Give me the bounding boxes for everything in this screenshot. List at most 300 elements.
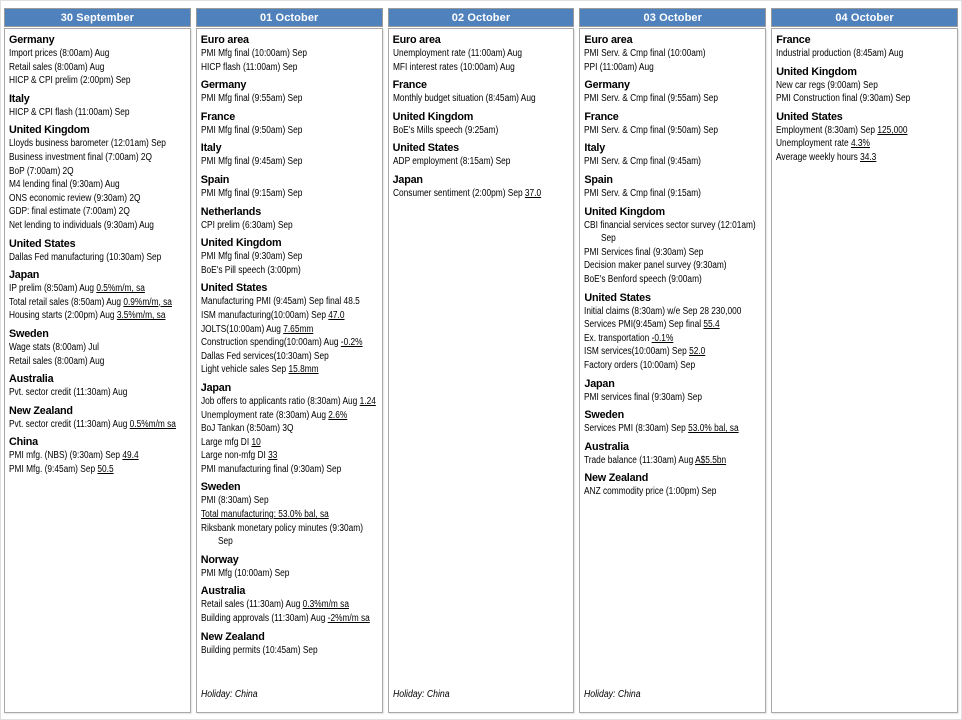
event-item <box>584 187 761 201</box>
country-heading: Australia <box>200 585 246 598</box>
event-text: Large mfg DI <box>200 436 252 448</box>
event-item <box>9 205 186 219</box>
section-list <box>9 32 186 476</box>
event-value: 3.5%m/m, sa <box>116 310 166 322</box>
country-heading: Germany <box>200 79 247 92</box>
event-text: PMI Serv. & Cmp final (9:45am) <box>584 156 702 168</box>
country-section <box>776 33 953 61</box>
event-item <box>201 219 378 233</box>
country-heading: New Zealand <box>584 472 649 485</box>
country-section <box>584 408 761 436</box>
event-text: Sep <box>601 233 617 245</box>
event-item <box>201 567 378 581</box>
event-item <box>201 309 378 323</box>
country-heading: United Kingdom <box>200 237 282 250</box>
event-item <box>201 47 378 61</box>
event-value: 4.3% <box>851 138 871 150</box>
country-heading: United Kingdom <box>584 205 665 218</box>
event-value: 52.0 <box>689 346 706 358</box>
event-item <box>584 246 761 260</box>
event-text: BoP (7:00am) 2Q <box>9 165 74 177</box>
country-section <box>201 33 378 74</box>
event-text: PMI Mfg final (9:55am) Sep <box>200 93 303 105</box>
event-value: 1.24 <box>359 395 376 407</box>
event-item <box>9 418 186 432</box>
event-item <box>9 165 186 179</box>
event-value: 125,000 <box>877 124 908 136</box>
event-text: PMI Serv. & Cmp final (10:00am) <box>584 48 706 59</box>
event-value: 33 <box>267 450 278 462</box>
event-item <box>9 309 186 323</box>
country-section <box>584 377 761 405</box>
country-section <box>393 78 570 106</box>
event-text: Retail sales (11:30am) Aug <box>200 599 303 611</box>
country-section <box>201 173 378 201</box>
day-header-label: 01 October <box>259 11 319 24</box>
country-section <box>9 33 186 88</box>
event-text: Total retail sales (8:50am) Aug <box>9 296 124 308</box>
event-text: BoE's Benford speech (9:00am) <box>584 273 703 285</box>
event-text: Average weekly hours <box>776 151 861 163</box>
event-value: 53.0% bal, sa <box>688 423 739 435</box>
event-text: Light vehicle sales Sep <box>200 364 289 376</box>
day-column <box>771 8 958 713</box>
country-section <box>393 173 570 201</box>
event-item <box>201 363 378 377</box>
event-text: PMI services final (9:30am) Sep <box>584 391 703 403</box>
event-value: -0.2% <box>340 337 363 349</box>
day-column <box>388 8 575 713</box>
day-body <box>196 28 383 713</box>
country-section <box>584 291 761 373</box>
event-text: ISM manufacturing(10:00am) Sep <box>200 309 329 321</box>
event-text: Initial claims (8:30am) w/e Sep 28 230,000 <box>584 305 742 317</box>
event-text: Unemployment rate (8:30am) Aug <box>200 409 329 421</box>
event-item <box>584 485 761 499</box>
country-section <box>9 404 186 432</box>
event-value: A$5.5bn <box>695 454 727 466</box>
country-heading: Euro area <box>584 34 633 46</box>
event-value: 49.4 <box>122 450 139 462</box>
event-text: HICP & CPI prelim (2:00pm) Sep <box>9 75 131 87</box>
event-value: Total manufacturing: 53.0% bal, sa <box>200 509 329 521</box>
event-text: PMI Construction final (9:30am) Sep <box>776 93 911 105</box>
country-section <box>393 141 570 169</box>
event-text: BoJ Tankan (8:50am) 3Q <box>200 423 294 435</box>
event-item <box>584 219 761 233</box>
country-heading: United Kingdom <box>776 65 857 78</box>
country-section <box>201 110 378 138</box>
day-header-label: 04 October <box>835 11 894 24</box>
event-item <box>201 422 378 436</box>
event-text: Ex. transportation <box>584 332 652 344</box>
event-text: BoE's Mills speech (9:25am) <box>392 124 498 136</box>
event-text: Housing starts (2:00pm) Aug <box>9 310 117 322</box>
day-column <box>196 8 383 713</box>
event-text: PMI Mfg final (9:50am) Sep <box>200 124 303 136</box>
event-item <box>201 535 383 549</box>
event-item <box>201 155 378 169</box>
event-item <box>201 61 378 75</box>
event-value: 0.5%m/m sa <box>129 418 176 430</box>
holiday-note: Holiday: China <box>200 689 258 700</box>
day-header <box>196 8 383 27</box>
event-text: Factory orders (10:00am) Sep <box>584 359 696 371</box>
event-item <box>776 79 953 93</box>
event-item <box>9 463 186 477</box>
event-text: PMI manufacturing final (9:30am) Sep <box>200 463 342 475</box>
event-item <box>584 155 761 169</box>
event-item <box>776 124 953 138</box>
country-section <box>584 440 761 468</box>
country-heading: Netherlands <box>200 205 261 218</box>
event-item <box>201 494 378 508</box>
event-text: Employment (8:30am) Sep <box>776 124 878 136</box>
event-value: 0.5%m/m, sa <box>96 283 145 295</box>
event-text: Building permits (10:45am) Sep <box>200 644 318 656</box>
event-item <box>393 124 570 138</box>
event-item <box>201 598 378 612</box>
event-value: 10 <box>251 436 261 448</box>
event-text: PMI Mfg final (9:15am) Sep <box>200 187 303 199</box>
event-text: ADP employment (8:15am) Sep <box>392 156 511 168</box>
event-item <box>9 106 186 120</box>
event-item <box>9 47 186 61</box>
event-text: Dallas Fed manufacturing (10:30am) Sep <box>9 251 162 263</box>
day-header <box>771 8 958 27</box>
country-section <box>201 78 378 106</box>
country-heading: New Zealand <box>9 404 73 417</box>
country-heading: Germany <box>584 79 630 92</box>
country-heading: United States <box>9 237 76 250</box>
country-heading: Euro area <box>200 34 249 46</box>
event-text: Job offers to applicants ratio (8:30am) Aug <box>200 395 360 407</box>
event-item <box>776 92 953 106</box>
event-item <box>584 259 761 273</box>
section-list <box>393 32 570 201</box>
event-text: CBI financial services sector survey (12:01am) <box>584 219 757 231</box>
country-section <box>201 236 378 277</box>
country-section <box>201 205 378 233</box>
country-section <box>584 471 761 499</box>
country-section <box>201 141 378 169</box>
event-item <box>201 409 378 423</box>
event-item <box>201 508 378 522</box>
day-body <box>4 28 191 713</box>
country-heading: Sweden <box>584 409 624 422</box>
section-list <box>201 32 378 657</box>
event-item <box>584 47 761 61</box>
event-text: M4 lending final (9:30am) Aug <box>9 179 120 191</box>
event-text: Services PMI(9:45am) Sep final <box>584 319 704 331</box>
day-body <box>771 28 958 713</box>
event-item <box>9 74 186 88</box>
country-heading: Japan <box>9 269 40 282</box>
event-item <box>584 318 761 332</box>
event-item <box>584 92 761 106</box>
event-item <box>201 436 378 450</box>
country-heading: Italy <box>200 142 222 155</box>
event-item <box>9 219 186 233</box>
day-header <box>579 8 766 27</box>
event-item <box>9 137 186 151</box>
country-heading: New Zealand <box>200 630 265 643</box>
day-body <box>388 28 575 713</box>
country-heading: China <box>9 436 38 449</box>
day-header <box>388 8 575 27</box>
event-text: PMI Mfg final (9:30am) Sep <box>200 251 303 263</box>
event-text: Sep <box>217 536 233 548</box>
country-heading: Germany <box>9 34 55 46</box>
country-section <box>584 141 761 169</box>
event-value: 34.3 <box>860 151 877 163</box>
day-header-label: 02 October <box>451 11 511 24</box>
event-text: PMI Serv. & Cmp final (9:55am) Sep <box>584 93 719 105</box>
event-item <box>9 251 186 265</box>
event-item <box>393 155 570 169</box>
event-text: Lloyds business barometer (12:01am) Sep <box>9 138 166 150</box>
event-item <box>776 151 953 165</box>
country-section <box>201 281 378 377</box>
country-heading: United States <box>392 142 459 155</box>
country-section <box>776 65 953 106</box>
event-value: 0.3%m/m sa <box>302 599 349 611</box>
event-value: 50.5 <box>97 463 114 475</box>
country-heading: Italy <box>9 92 30 105</box>
event-text: Trade balance (11:30am) Aug <box>584 454 696 466</box>
event-item <box>9 192 186 206</box>
event-item <box>201 449 378 463</box>
event-text: Construction spending(10:00am) Aug <box>200 337 341 349</box>
event-text: Pvt. sector credit (11:30am) Aug <box>9 387 128 399</box>
country-heading: United Kingdom <box>9 124 90 137</box>
event-item <box>9 296 186 310</box>
event-value: 2.6% <box>328 409 348 421</box>
event-item <box>9 151 186 165</box>
country-heading: United States <box>584 291 651 304</box>
event-text: PMI Serv. & Cmp final (9:50am) Sep <box>584 124 719 136</box>
event-item <box>584 232 766 246</box>
event-value: -0.1% <box>651 332 674 344</box>
event-text: HICP & CPI flash (11:00am) Sep <box>9 106 130 118</box>
country-heading: Australia <box>9 373 54 386</box>
event-item <box>9 282 186 296</box>
economic-calendar <box>4 8 958 713</box>
country-heading: Norway <box>200 553 239 566</box>
event-value: 47.0 <box>328 309 345 321</box>
event-text: ONS economic review (9:30am) 2Q <box>9 192 141 204</box>
event-item <box>584 332 761 346</box>
event-text: Unemployment rate <box>776 138 852 150</box>
event-text: PMI Mfg final (9:45am) Sep <box>200 156 303 168</box>
event-item <box>201 264 378 278</box>
country-heading: France <box>776 34 811 46</box>
event-item <box>201 187 378 201</box>
country-heading: Japan <box>392 173 423 186</box>
event-text: PMI (8:30am) Sep <box>200 495 269 507</box>
event-text: Wage stats (8:00am) Jul <box>9 341 99 353</box>
event-item <box>393 187 570 201</box>
event-item <box>584 391 761 405</box>
event-text: IP prelim (8:50am) Aug <box>9 283 97 295</box>
country-section <box>584 205 761 287</box>
country-section <box>9 372 186 400</box>
event-text: Manufacturing PMI (9:45am) Sep final 48.5 <box>200 296 360 308</box>
event-item <box>9 178 186 192</box>
country-section <box>201 480 378 548</box>
event-item <box>9 355 186 369</box>
event-text: PMI Mfg. (9:45am) Sep <box>9 463 98 475</box>
country-section <box>584 173 761 201</box>
event-item <box>201 644 378 658</box>
event-text: Services PMI (8:30am) Sep <box>584 423 689 435</box>
event-item <box>201 612 378 626</box>
country-section <box>584 110 761 138</box>
event-item <box>584 359 761 373</box>
country-heading: Euro area <box>392 34 441 46</box>
event-text: Building approvals (11:30am) Aug <box>200 613 328 625</box>
section-list <box>584 32 761 499</box>
event-item <box>201 295 378 309</box>
event-item <box>9 386 186 400</box>
event-text: PMI Mfg (10:00am) Sep <box>200 567 290 579</box>
event-value: 0.9%m/m, sa <box>123 296 172 308</box>
day-header-label: 30 September <box>60 11 135 24</box>
country-section <box>393 33 570 74</box>
event-text: Consumer sentiment (2:00pm) Sep <box>392 187 525 199</box>
country-section <box>201 381 378 477</box>
country-section <box>584 78 761 106</box>
country-section <box>201 553 378 581</box>
event-item <box>584 305 761 319</box>
country-heading: Sweden <box>9 327 49 340</box>
event-value: 7.65mm <box>283 323 314 335</box>
country-heading: United States <box>776 110 843 123</box>
event-text: Import prices (8:00am) Aug <box>9 48 110 59</box>
country-section <box>201 584 378 625</box>
event-value: 15.8mm <box>288 364 319 376</box>
country-heading: France <box>584 110 619 123</box>
event-text: PMI Mfg final (10:00am) Sep <box>200 48 307 59</box>
event-item <box>584 345 761 359</box>
event-text: PMI mfg. (NBS) (9:30am) Sep <box>9 450 123 462</box>
event-item <box>584 61 761 75</box>
holiday-note: Holiday: China <box>392 689 450 700</box>
day-body <box>579 28 766 713</box>
country-section <box>9 268 186 323</box>
event-text: PMI Serv. & Cmp final (9:15am) <box>584 187 702 199</box>
holiday-note: Holiday: China <box>584 689 641 700</box>
event-item <box>9 341 186 355</box>
event-item <box>584 422 761 436</box>
event-text: BoE's Pill speech (3:00pm) <box>200 264 301 276</box>
event-text: Retail sales (8:00am) Aug <box>9 61 105 73</box>
event-text: Retail sales (8:00am) Aug <box>9 355 105 367</box>
country-heading: Spain <box>200 173 230 186</box>
event-item <box>393 61 570 75</box>
country-section <box>9 92 186 120</box>
event-item <box>9 61 186 75</box>
event-text: Riksbank monetary policy minutes (9:30am) <box>200 522 363 534</box>
event-item <box>201 463 378 477</box>
event-item <box>201 336 378 350</box>
country-section <box>9 327 186 368</box>
event-text: JOLTS(10:00am) Aug <box>200 323 284 335</box>
country-section <box>9 435 186 476</box>
event-text: GDP: final estimate (7:00am) 2Q <box>9 206 130 218</box>
country-heading: Italy <box>584 142 605 155</box>
event-item <box>201 350 378 364</box>
event-item <box>393 92 570 106</box>
country-heading: France <box>200 110 236 123</box>
event-value: -2%m/m sa <box>327 613 370 625</box>
country-heading: France <box>392 79 427 92</box>
event-text: Unemployment rate (11:00am) Aug <box>392 48 522 59</box>
day-column <box>4 8 191 713</box>
event-item <box>201 124 378 138</box>
event-value: 55.4 <box>703 319 721 331</box>
event-item <box>776 47 953 61</box>
country-section <box>9 237 186 265</box>
country-heading: United States <box>200 282 268 295</box>
country-heading: Japan <box>200 381 232 394</box>
country-heading: Australia <box>584 440 629 453</box>
event-text: MFI interest rates (10:00am) Aug <box>392 61 515 73</box>
event-text: New car regs (9:00am) Sep <box>776 79 879 91</box>
country-section <box>201 630 378 658</box>
event-text: ISM services(10:00am) Sep <box>584 346 690 358</box>
event-text: CPI prelim (6:30am) Sep <box>200 219 293 231</box>
event-text: Decision maker panel survey (9:30am) <box>584 260 727 272</box>
event-text: Industrial production (8:45am) Aug <box>776 48 904 59</box>
event-text: Monthly budget situation (8:45am) Aug <box>392 93 536 105</box>
event-text: PMI Services final (9:30am) Sep <box>584 246 704 258</box>
event-value: 37.0 <box>524 187 541 199</box>
event-text: Net lending to individuals (9:30am) Aug <box>9 219 154 231</box>
day-column <box>579 8 766 713</box>
day-header <box>4 8 191 27</box>
event-text: HICP flash (11:00am) Sep <box>200 61 298 73</box>
day-header-label: 03 October <box>643 11 703 24</box>
event-text: Large non-mfg DI <box>200 450 268 462</box>
country-heading: Spain <box>584 173 613 186</box>
event-text: Pvt. sector credit (11:30am) Aug <box>9 418 130 430</box>
country-heading: Sweden <box>200 481 241 494</box>
event-item <box>9 449 186 463</box>
event-item <box>201 395 378 409</box>
event-item <box>201 92 378 106</box>
event-item <box>584 454 761 468</box>
event-text: ANZ commodity price (1:00pm) Sep <box>584 486 717 498</box>
country-section <box>584 33 761 74</box>
event-item <box>584 124 761 138</box>
event-item <box>201 250 378 264</box>
event-item <box>201 522 378 536</box>
country-section <box>393 110 570 138</box>
event-text: Dallas Fed services(10:30am) Sep <box>200 350 329 362</box>
country-section <box>776 110 953 165</box>
event-text: PPI (11:00am) Aug <box>584 61 655 73</box>
section-list <box>776 32 953 165</box>
country-heading: Japan <box>584 377 615 390</box>
event-item <box>201 323 378 337</box>
country-heading: United Kingdom <box>392 110 474 123</box>
country-section <box>9 123 186 232</box>
event-item <box>584 273 761 287</box>
event-text: Business investment final (7:00am) 2Q <box>9 151 153 163</box>
event-item <box>393 47 570 61</box>
event-item <box>776 137 953 151</box>
